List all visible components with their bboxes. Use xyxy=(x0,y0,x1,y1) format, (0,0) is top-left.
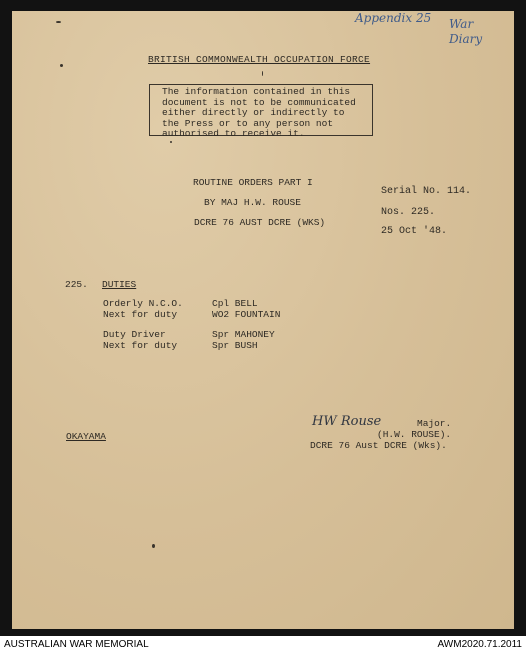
document-page xyxy=(12,11,514,629)
paper-speck xyxy=(56,21,61,23)
footer-bar xyxy=(0,636,526,653)
duty-row-label: Duty Driver xyxy=(103,329,166,340)
place-name: OKAYAMA xyxy=(66,431,106,442)
paper-speck xyxy=(262,71,263,76)
signatory-unit: DCRE 76 Aust DCRE (Wks). xyxy=(310,440,447,451)
item-heading: DUTIES xyxy=(102,279,137,290)
duty-row-value: Spr MAHONEY xyxy=(212,329,275,340)
order-date: 25 Oct '48. xyxy=(381,226,448,237)
duty-row-value: Cpl BELL xyxy=(212,298,258,309)
orders-unit: DCRE 76 AUST DCRE (WKS) xyxy=(194,217,326,228)
item-number: 225. xyxy=(65,279,88,290)
duty-row-label: Orderly N.C.O. xyxy=(103,298,183,309)
duty-row-value: WO2 FOUNTAIN xyxy=(212,309,281,320)
document-header-title: BRITISH COMMONWEALTH OCCUPATION FORCE xyxy=(148,54,371,65)
confidentiality-notice-text: The information contained in this document is not to be communicated either directly or indirectly to the Press or to any person not authorised to receive it. xyxy=(162,86,356,139)
handwritten-signature: HW Rouse xyxy=(312,414,382,429)
footer-accession-number: AWM2020.71.2011 xyxy=(437,639,522,650)
serial-number: Serial No. 114. xyxy=(381,186,472,197)
duty-row-label: Next for duty xyxy=(103,309,178,320)
paper-speck xyxy=(60,64,63,67)
paper-speck xyxy=(170,141,172,143)
duty-row-label: Next for duty xyxy=(103,340,178,351)
handwritten-appendix-note: Appendix 25 xyxy=(355,11,432,25)
footer-credit: AUSTRALIAN WAR MEMORIAL xyxy=(4,639,149,650)
signatory-rank: Major. xyxy=(417,418,452,429)
orders-title: ROUTINE ORDERS PART I xyxy=(193,177,313,188)
order-numbers: Nos. 225. xyxy=(381,207,436,218)
paper-speck xyxy=(152,544,155,548)
orders-issued-by: BY MAJ H.W. ROUSE xyxy=(204,197,301,208)
signatory-name: (H.W. ROUSE). xyxy=(377,429,452,440)
duty-row-value: Spr BUSH xyxy=(212,340,258,351)
handwritten-war-note: War xyxy=(449,17,474,31)
handwritten-diary-note: Diary xyxy=(449,32,483,46)
